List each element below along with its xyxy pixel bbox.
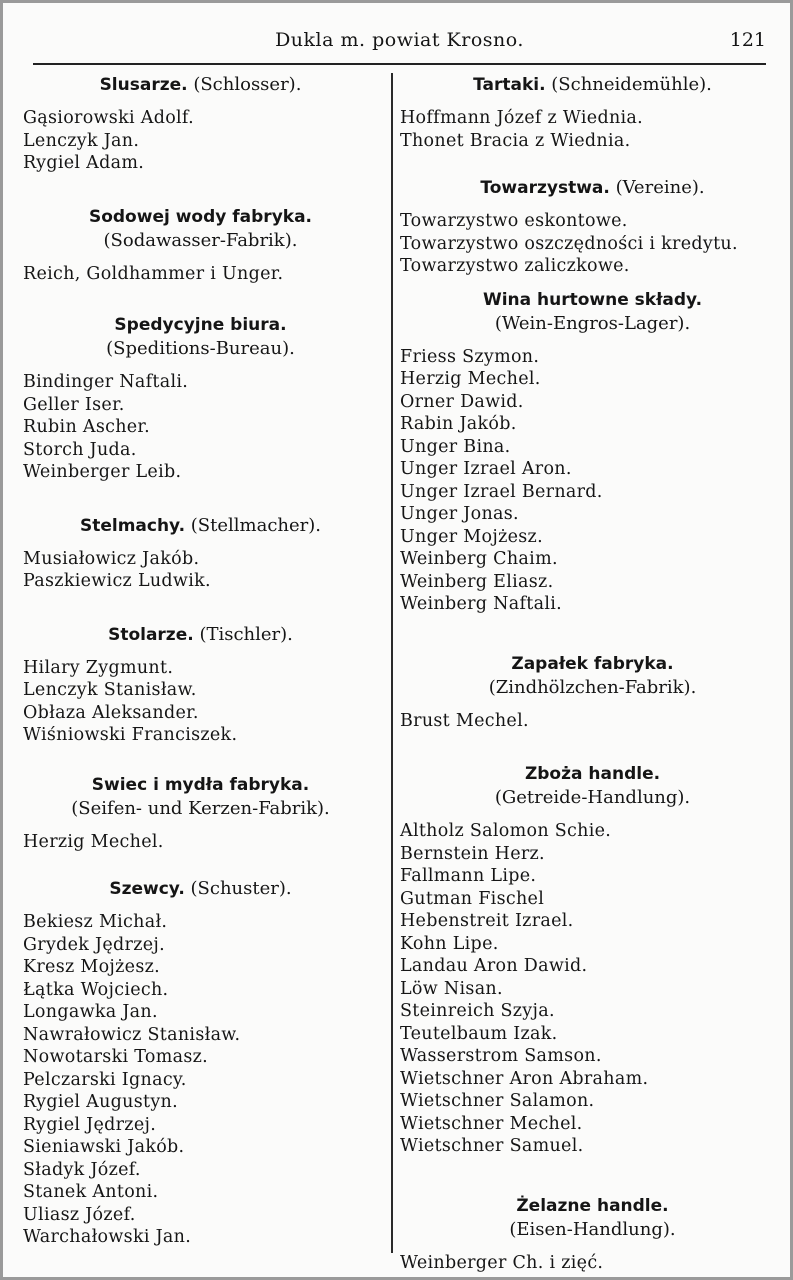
section-heading (23, 623, 378, 647)
column-divider (391, 73, 393, 1253)
section-german-name: (Vereine). (615, 177, 705, 198)
section-heading (400, 1194, 785, 1218)
list-item: Herzig Mechel. (23, 831, 164, 852)
list-item: Rygiel Jędrzej. (23, 1114, 157, 1135)
section-german-name: (Stellmacher). (190, 514, 322, 536)
section-heading (23, 73, 378, 97)
list-item: Hebenstreit Izrael. (400, 911, 574, 931)
entry-list (400, 1252, 785, 1275)
section-towarzystwa (400, 176, 785, 278)
list-item: Weinberg Naftali. (400, 594, 563, 614)
section-heading (400, 176, 785, 200)
entry-list (400, 346, 785, 616)
list-item: Łątka Wojciech. (23, 979, 169, 1000)
list-item: Bekiesz Michał. (23, 912, 168, 932)
list-item: Grydek Jędrzej. (23, 934, 165, 955)
list-item: Landau Aron Dawid. (400, 956, 588, 976)
list-item: Wietschner Aron Abraham. (400, 1068, 649, 1089)
entry-list (23, 107, 378, 175)
section-tartaki (400, 73, 785, 152)
section-title: Swiec i mydła fabryka. (91, 774, 310, 795)
list-item: Wietschner Salamon. (400, 1091, 595, 1111)
entry-list (23, 831, 378, 854)
list-item: Gąsiorowski Adolf. (23, 108, 194, 128)
list-item: Orner Dawid. (400, 391, 524, 412)
section-german-subtitle: (Sodawasser-Fabrik). (103, 229, 298, 251)
section-gap (23, 747, 378, 773)
list-item: Wietschner Samuel. (400, 1136, 584, 1156)
section-gap (23, 175, 378, 205)
section-german-subtitle: (Wein-Engros-Lager). (494, 312, 691, 334)
list-item: Weinberger Ch. i zięć. (400, 1252, 604, 1273)
list-item: Sładyk Józef. (23, 1159, 141, 1180)
running-title: Dukla m. powiat Krosno. (275, 29, 524, 51)
entry-list (23, 911, 378, 1249)
list-item: Unger Jonas. (400, 504, 519, 524)
list-item: Paszkiewicz Ludwik. (23, 571, 211, 591)
section-heading (23, 205, 378, 229)
entry-list (400, 210, 785, 278)
list-item: Gutman Fischel (400, 888, 545, 909)
list-item: Weinberg Eliasz. (400, 571, 554, 592)
section-german-name: (Schneidemühle). (551, 74, 712, 95)
section-gap (400, 1158, 785, 1194)
list-item: Wietschner Mechel. (400, 1113, 583, 1134)
list-item: Steinreich Szyja. (400, 1001, 555, 1021)
section-german-name: (Tischler). (199, 623, 293, 645)
section-swiec-i-myd-a-fabryka (23, 773, 378, 854)
section-gap (23, 484, 378, 514)
list-item: Rubin Ascher. (23, 417, 151, 437)
list-item: Thonet Bracia z Wiednia. (400, 130, 631, 151)
section-german-subtitle: (Eisen-Handlung). (509, 1218, 676, 1240)
list-item: Wiśniowski Franciszek. (23, 725, 238, 745)
section-title: Sodowej wody fabryka. (88, 206, 313, 227)
section-title: Spedycyjne biura. (114, 315, 287, 335)
section-heading (400, 652, 785, 676)
section-german-subtitle: (Speditions-Bureau). (106, 338, 295, 359)
section-german-subtitle: (Getreide-Handlung). (494, 787, 691, 808)
list-item: Nawrałowicz Stanisław. (23, 1024, 241, 1045)
list-item: Brust Mechel. (400, 710, 529, 731)
section-title: Slusarze. (99, 75, 188, 95)
section-german-name: (Schlosser). (193, 74, 302, 95)
list-item: Hoffmann Józef z Wiednia. (400, 108, 644, 128)
section-title: Stelmachy. (79, 515, 186, 536)
left-column (23, 73, 378, 1249)
section-zboza-handle (400, 762, 785, 1158)
section-heading (400, 73, 785, 97)
section-title: Stolarze. (108, 624, 194, 645)
section-title: Zapałek fabryka. (511, 653, 674, 674)
section-gap (23, 593, 378, 623)
list-item: Kohn Lipe. (400, 933, 499, 954)
list-item: Towarzystwo eskontowe. (400, 211, 628, 231)
section-german-subtitle: (Seifen- und Kerzen-Fabrik). (71, 797, 330, 819)
list-item: Musiałowicz Jakób. (23, 548, 200, 569)
section-heading (400, 762, 785, 786)
page-number: 121 (729, 29, 766, 51)
list-item: Unger Bina. (400, 436, 511, 457)
list-item: Pelczarski Ignacy. (23, 1069, 187, 1090)
list-item: Weinberger Leib. (23, 462, 182, 482)
entry-list (400, 820, 785, 1158)
list-item: Lenczyk Jan. (23, 130, 140, 151)
section-title: Towarzystwa. (480, 178, 610, 198)
list-item: Sieniawski Jakób. (23, 1137, 185, 1157)
section-zelazne-handle (400, 1194, 785, 1275)
list-item: Uliasz Józef. (23, 1204, 136, 1225)
section-gap (400, 732, 785, 762)
section-heading (400, 288, 785, 312)
entry-list (23, 657, 378, 747)
page-header (33, 23, 766, 65)
section-sodowej-wody-fabryka (23, 205, 378, 286)
section-stolarze (23, 623, 378, 747)
list-item: Unger Izrael Aron. (400, 459, 572, 479)
list-item: Geller Iser. (23, 394, 125, 415)
list-item: Löw Nisan. (400, 978, 503, 999)
section-spedycyjne-biura (23, 313, 378, 484)
list-item: Kresz Mojżesz. (23, 957, 160, 977)
section-title: Żelazne handle. (516, 1195, 669, 1216)
entry-list (23, 371, 378, 484)
section-stelmachy (23, 514, 378, 593)
list-item: Fallmann Lipe. (400, 866, 537, 886)
section-gap (23, 285, 378, 313)
list-item: Rabin Jakób. (400, 414, 517, 434)
section-heading (23, 773, 378, 797)
list-item: Friess Szymon. (400, 346, 540, 367)
section-heading (23, 313, 378, 337)
list-item: Weinberg Chaim. (400, 549, 558, 569)
entry-list (23, 548, 378, 593)
section-title: Zboża handle. (524, 764, 661, 784)
section-zapa-ek-fabryka (400, 652, 785, 733)
list-item: Bernstein Herz. (400, 843, 545, 864)
entry-list (400, 107, 785, 152)
list-item: Hilary Zygmunt. (23, 657, 174, 678)
section-german-subtitle: (Zindhölzchen-Fabrik). (488, 676, 697, 698)
list-item: Towarzystwo zaliczkowe. (400, 256, 630, 276)
list-item: Nowotarski Tomasz. (23, 1047, 208, 1067)
section-wina-hurtowne-sk-ady (400, 288, 785, 616)
entry-list (23, 263, 378, 286)
list-item: Herzig Mechel. (400, 369, 541, 389)
section-heading (23, 514, 378, 538)
right-column (400, 73, 785, 1274)
section-gap (400, 616, 785, 652)
list-item: Lenczyk Stanisław. (23, 680, 197, 700)
section-szewcy (23, 877, 378, 1249)
entry-list (400, 710, 785, 733)
section-gap (400, 152, 785, 176)
section-title: Tartaki. (473, 75, 546, 95)
section-heading (23, 877, 378, 901)
section-slusarze (23, 73, 378, 175)
list-item: Altholz Salomon Schie. (400, 821, 612, 841)
list-item: Teutelbaum Izak. (400, 1023, 558, 1044)
list-item: Storch Juda. (23, 439, 137, 460)
list-item: Warchałowski Jan. (23, 1227, 192, 1247)
list-item: Stanek Antoni. (23, 1182, 159, 1202)
list-item: Rygiel Augustyn. (23, 1092, 178, 1112)
section-title: Szewcy. (109, 879, 185, 899)
list-item: Rygiel Adam. (23, 153, 145, 173)
list-item: Wasserstrom Samson. (400, 1046, 602, 1066)
list-item: Unger Izrael Bernard. (400, 481, 603, 502)
list-item: Unger Mojżesz. (400, 526, 543, 547)
list-item: Towarzystwo oszczędności i kredytu. (400, 233, 738, 254)
section-gap (23, 853, 378, 877)
list-item: Obłaza Aleksander. (23, 702, 199, 723)
list-item: Reich, Goldhammer i Unger. (23, 263, 284, 284)
list-item: Longawka Jan. (23, 1002, 158, 1022)
section-gap (400, 278, 785, 288)
section-title: Wina hurtowne składy. (482, 289, 703, 310)
list-item: Bindinger Naftali. (23, 372, 189, 392)
section-german-name: (Schuster). (190, 878, 292, 899)
